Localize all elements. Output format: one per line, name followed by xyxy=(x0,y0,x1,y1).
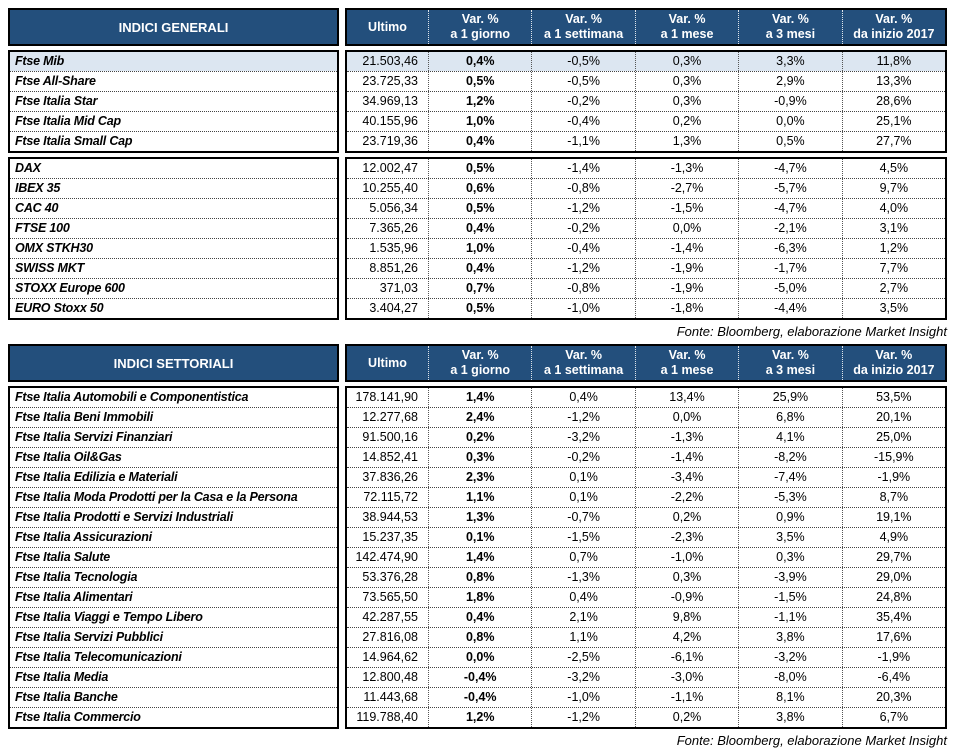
source-note: Fonte: Bloomberg, elaborazione Market Insight xyxy=(676,324,947,339)
table-row xyxy=(347,218,945,238)
index-name: Ftse Italia Banche xyxy=(10,687,337,707)
var-cell: -3,0% xyxy=(635,668,738,687)
ultimo-cell: 34.969,13 xyxy=(362,94,418,108)
table-row xyxy=(347,667,945,687)
table-row xyxy=(347,111,945,131)
table-row xyxy=(347,467,945,487)
index-name: Ftse Italia Prodotti e Servizi Industriali xyxy=(10,507,337,527)
index-name: Ftse Italia Moda Prodotti per la Casa e la Persona xyxy=(10,487,337,507)
indici-settoriali-section xyxy=(8,344,957,729)
var-cell: 8,7% xyxy=(842,488,945,507)
table-row xyxy=(347,407,945,427)
var-cell: 0,8% xyxy=(428,628,531,647)
var-label: Var. % xyxy=(461,12,499,26)
var-cell: 0,3% xyxy=(635,72,738,91)
index-name: EURO Stoxx 50 xyxy=(10,298,337,318)
row-group xyxy=(8,386,947,729)
var-cell: -4,7% xyxy=(738,159,841,178)
table-row xyxy=(347,687,945,707)
var-cell: 0,4% xyxy=(428,132,531,151)
var-cell: 9,8% xyxy=(635,608,738,627)
var-cell: -2,2% xyxy=(635,488,738,507)
index-name: OMX STKH30 xyxy=(10,238,337,258)
col-header-var-1 xyxy=(531,10,634,44)
var-cell: -1,5% xyxy=(531,528,634,547)
col-header-var-0 xyxy=(428,346,531,380)
var-period: a 3 mesi xyxy=(765,27,816,41)
ultimo-cell: 73.565,50 xyxy=(362,590,418,604)
index-name-column xyxy=(8,157,339,320)
var-cell: -1,5% xyxy=(738,588,841,607)
var-cell: 3,8% xyxy=(738,628,841,647)
var-cell: 28,6% xyxy=(842,92,945,111)
index-data-column xyxy=(345,50,947,153)
ultimo-cell: 12.277,68 xyxy=(362,410,418,424)
col-header-var-2 xyxy=(635,346,738,380)
var-cell: -0,7% xyxy=(531,508,634,527)
var-cell: -1,3% xyxy=(635,159,738,178)
col-header-var-3 xyxy=(738,10,841,44)
var-label: Var. % xyxy=(668,348,706,362)
ultimo-cell: 178.141,90 xyxy=(355,390,418,404)
var-cell: -3,2% xyxy=(531,668,634,687)
var-cell: 0,3% xyxy=(738,548,841,567)
ultimo-cell: 15.237,35 xyxy=(362,530,418,544)
var-cell: -1,2% xyxy=(531,408,634,427)
var-cell: -1,0% xyxy=(531,688,634,707)
var-cell: -2,1% xyxy=(738,219,841,238)
index-name: Ftse Italia Servizi Finanziari xyxy=(10,427,337,447)
var-cell: -0,8% xyxy=(531,179,634,198)
var-cell: 1,0% xyxy=(428,239,531,258)
var-cell: 2,4% xyxy=(428,408,531,427)
var-cell: 0,3% xyxy=(635,568,738,587)
ultimo-cell: 119.788,40 xyxy=(356,710,418,724)
col-header-var-0 xyxy=(428,10,531,44)
var-cell: 0,3% xyxy=(635,52,738,71)
var-cell: 24,8% xyxy=(842,588,945,607)
var-cell: 0,2% xyxy=(635,508,738,527)
var-cell: -6,4% xyxy=(842,668,945,687)
var-label: Var. % xyxy=(565,348,603,362)
col-header-var-1 xyxy=(531,346,634,380)
index-name: Ftse Italia Viaggi e Tempo Libero xyxy=(10,607,337,627)
var-cell: 0,2% xyxy=(635,112,738,131)
var-cell: -1,2% xyxy=(531,199,634,218)
ultimo-cell: 14.964,62 xyxy=(362,650,418,664)
column-headers xyxy=(345,344,947,382)
var-cell: 0,8% xyxy=(428,568,531,587)
ultimo-cell: 23.725,33 xyxy=(362,74,418,88)
var-cell: 0,0% xyxy=(635,219,738,238)
var-cell: -1,9% xyxy=(635,259,738,278)
var-cell: -7,4% xyxy=(738,468,841,487)
index-name: Ftse Italia Edilizia e Materiali xyxy=(10,467,337,487)
var-cell: 0,5% xyxy=(428,159,531,178)
var-cell: -6,3% xyxy=(738,239,841,258)
table-row xyxy=(347,587,945,607)
var-period: a 1 settimana xyxy=(544,27,624,41)
var-cell: -1,9% xyxy=(842,468,945,487)
var-cell: 0,4% xyxy=(428,219,531,238)
row-group xyxy=(8,50,947,153)
ultimo-cell: 7.365,26 xyxy=(369,221,418,235)
col-header-var-2 xyxy=(635,10,738,44)
var-cell: 4,9% xyxy=(842,528,945,547)
ultimo-cell: 53.376,28 xyxy=(362,570,418,584)
index-name: Ftse Italia Commercio xyxy=(10,707,337,727)
table-row xyxy=(347,71,945,91)
var-label: Var. % xyxy=(565,12,603,26)
var-cell: 0,5% xyxy=(428,199,531,218)
var-period: a 1 giorno xyxy=(450,363,511,377)
var-cell: -2,5% xyxy=(531,648,634,667)
var-cell: -5,0% xyxy=(738,279,841,298)
source-note: Fonte: Bloomberg, elaborazione Market Insight xyxy=(676,733,947,748)
var-cell: 0,4% xyxy=(428,259,531,278)
index-table xyxy=(8,344,947,729)
col-header-var-3 xyxy=(738,346,841,380)
ultimo-cell: 72.115,72 xyxy=(363,490,418,504)
table-row xyxy=(347,707,945,727)
var-cell: 11,8% xyxy=(842,52,945,71)
var-cell: 13,3% xyxy=(842,72,945,91)
table-header-row xyxy=(8,8,947,46)
table-row xyxy=(347,198,945,218)
ultimo-cell: 40.155,96 xyxy=(362,114,418,128)
index-name: Ftse Italia Alimentari xyxy=(10,587,337,607)
var-period: a 1 settimana xyxy=(544,363,624,377)
var-cell: -1,3% xyxy=(531,568,634,587)
table-row xyxy=(347,258,945,278)
table-row xyxy=(347,507,945,527)
ultimo-cell: 3.404,27 xyxy=(369,301,418,315)
var-label: Var. % xyxy=(668,12,706,26)
var-cell: 3,5% xyxy=(842,299,945,318)
var-cell: 4,2% xyxy=(635,628,738,647)
table-row xyxy=(347,487,945,507)
var-cell: -1,1% xyxy=(738,608,841,627)
ultimo-cell: 21.503,46 xyxy=(362,54,418,68)
var-cell: 1,3% xyxy=(635,132,738,151)
ultimo-cell: 1.535,96 xyxy=(369,241,418,255)
var-cell: 0,2% xyxy=(428,428,531,447)
table-row xyxy=(347,547,945,567)
var-cell: 2,1% xyxy=(531,608,634,627)
var-cell: -8,2% xyxy=(738,448,841,467)
var-cell: 2,7% xyxy=(842,279,945,298)
var-cell: 0,1% xyxy=(531,468,634,487)
ultimo-cell: 38.944,53 xyxy=(362,510,418,524)
var-cell: 0,1% xyxy=(428,528,531,547)
var-period: a 1 mese xyxy=(660,27,714,41)
table-row xyxy=(347,298,945,318)
var-cell: 8,1% xyxy=(738,688,841,707)
var-cell: 2,3% xyxy=(428,468,531,487)
var-cell: -0,2% xyxy=(531,219,634,238)
table-header-row xyxy=(8,344,947,382)
table-row xyxy=(347,278,945,298)
var-label: Var. % xyxy=(875,348,913,362)
var-cell: -0,4% xyxy=(531,112,634,131)
table-row xyxy=(347,647,945,667)
var-cell: -15,9% xyxy=(842,448,945,467)
var-cell: 25,0% xyxy=(842,428,945,447)
index-name: Ftse Italia Small Cap xyxy=(10,131,337,151)
var-cell: -3,9% xyxy=(738,568,841,587)
index-data-column xyxy=(345,157,947,320)
col-header-var-4 xyxy=(842,346,945,380)
var-cell: 27,7% xyxy=(842,132,945,151)
var-cell: 1,4% xyxy=(428,548,531,567)
index-name: Ftse Italia Media xyxy=(10,667,337,687)
var-cell: 25,9% xyxy=(738,388,841,407)
var-cell: -0,4% xyxy=(428,668,531,687)
var-cell: -4,7% xyxy=(738,199,841,218)
var-cell: -0,4% xyxy=(531,239,634,258)
var-cell: 9,7% xyxy=(842,179,945,198)
ultimo-cell: 12.800,48 xyxy=(362,670,418,684)
index-name-column xyxy=(8,50,339,153)
var-cell: 1,8% xyxy=(428,588,531,607)
var-cell: -0,8% xyxy=(531,279,634,298)
var-cell: -6,1% xyxy=(635,648,738,667)
index-name: Ftse Italia Salute xyxy=(10,547,337,567)
row-group xyxy=(8,157,947,320)
var-cell: -0,2% xyxy=(531,92,634,111)
var-cell: 17,6% xyxy=(842,628,945,647)
table-row xyxy=(347,567,945,587)
var-cell: -0,5% xyxy=(531,72,634,91)
var-cell: -1,4% xyxy=(531,159,634,178)
var-cell: -1,3% xyxy=(635,428,738,447)
var-cell: 0,4% xyxy=(531,588,634,607)
var-cell: 0,9% xyxy=(738,508,841,527)
var-cell: -1,0% xyxy=(635,548,738,567)
ultimo-cell: 371,03 xyxy=(379,281,418,295)
var-cell: 0,1% xyxy=(531,488,634,507)
var-cell: 0,5% xyxy=(738,132,841,151)
var-cell: -2,3% xyxy=(635,528,738,547)
var-cell: 29,0% xyxy=(842,568,945,587)
var-cell: -1,2% xyxy=(531,708,634,727)
ultimo-cell: 27.816,08 xyxy=(362,630,418,644)
ultimo-cell: 10.255,40 xyxy=(362,181,418,195)
var-cell: -1,1% xyxy=(635,688,738,707)
var-cell: 0,5% xyxy=(428,299,531,318)
table-row xyxy=(347,131,945,151)
var-cell: 3,5% xyxy=(738,528,841,547)
ultimo-cell: 37.836,26 xyxy=(362,470,418,484)
var-cell: 1,1% xyxy=(531,628,634,647)
var-cell: -1,1% xyxy=(531,132,634,151)
var-label: Var. % xyxy=(461,348,499,362)
ultimo-cell: 14.852,41 xyxy=(362,450,418,464)
var-cell: 0,5% xyxy=(428,72,531,91)
var-period: a 3 mesi xyxy=(765,363,816,377)
var-cell: -1,4% xyxy=(635,239,738,258)
index-name: SWISS MKT xyxy=(10,258,337,278)
var-cell: -3,2% xyxy=(738,648,841,667)
table-row xyxy=(347,607,945,627)
var-cell: 4,5% xyxy=(842,159,945,178)
index-name: Ftse Mib xyxy=(10,52,337,71)
var-cell: -8,0% xyxy=(738,668,841,687)
var-cell: -1,2% xyxy=(531,259,634,278)
var-cell: 4,0% xyxy=(842,199,945,218)
index-name: IBEX 35 xyxy=(10,178,337,198)
var-cell: -5,7% xyxy=(738,179,841,198)
var-cell: 3,1% xyxy=(842,219,945,238)
var-cell: -4,4% xyxy=(738,299,841,318)
index-name: Ftse Italia Mid Cap xyxy=(10,111,337,131)
var-cell: 25,1% xyxy=(842,112,945,131)
var-cell: -1,9% xyxy=(635,279,738,298)
table-row xyxy=(347,388,945,407)
var-cell: 0,7% xyxy=(428,279,531,298)
var-label: Var. % xyxy=(875,12,913,26)
var-label: Var. % xyxy=(772,348,809,362)
index-name: Ftse All-Share xyxy=(10,71,337,91)
index-name: Ftse Italia Tecnologia xyxy=(10,567,337,587)
var-cell: 1,1% xyxy=(428,488,531,507)
var-period: da inizio 2017 xyxy=(853,27,935,41)
var-cell: 20,1% xyxy=(842,408,945,427)
var-cell: 1,2% xyxy=(428,708,531,727)
var-cell: 0,4% xyxy=(428,52,531,71)
index-name: Ftse Italia Automobili e Componentistica xyxy=(15,390,249,404)
var-period: a 1 giorno xyxy=(450,27,511,41)
table-row xyxy=(347,527,945,547)
index-name: Ftse Italia Servizi Pubblici xyxy=(10,627,337,647)
var-cell: 13,4% xyxy=(635,388,738,407)
var-cell: 29,7% xyxy=(842,548,945,567)
var-cell: -0,9% xyxy=(738,92,841,111)
var-cell: 0,4% xyxy=(531,388,634,407)
var-cell: 3,8% xyxy=(738,708,841,727)
var-cell: 6,7% xyxy=(842,708,945,727)
var-cell: -1,4% xyxy=(635,448,738,467)
var-cell: 0,0% xyxy=(635,408,738,427)
index-name: Ftse Italia Beni Immobili xyxy=(10,407,337,427)
var-cell: -1,5% xyxy=(635,199,738,218)
table-row xyxy=(347,627,945,647)
var-cell: -3,2% xyxy=(531,428,634,447)
var-cell: 0,6% xyxy=(428,179,531,198)
index-name: Ftse Italia Assicurazioni xyxy=(10,527,337,547)
table-row xyxy=(347,91,945,111)
var-cell: 19,1% xyxy=(842,508,945,527)
index-name-column xyxy=(8,386,339,729)
ultimo-cell: 8.851,26 xyxy=(369,261,418,275)
var-cell: 1,2% xyxy=(842,239,945,258)
var-period: da inizio 2017 xyxy=(853,363,935,377)
col-header-var-4 xyxy=(842,10,945,44)
var-cell: -0,9% xyxy=(635,588,738,607)
column-headers xyxy=(345,8,947,46)
var-cell: 0,3% xyxy=(635,92,738,111)
table-row xyxy=(347,178,945,198)
ultimo-cell: 42.287,55 xyxy=(362,610,418,624)
col-header-ultimo: Ultimo xyxy=(368,19,407,34)
ultimo-cell: 23.719,36 xyxy=(362,134,418,148)
var-cell: -1,7% xyxy=(738,259,841,278)
var-cell: 0,2% xyxy=(635,708,738,727)
var-cell: 2,9% xyxy=(738,72,841,91)
var-cell: 0,4% xyxy=(428,608,531,627)
table-row xyxy=(347,159,945,178)
index-name: Ftse Italia Telecomunicazioni xyxy=(10,647,337,667)
index-name: CAC 40 xyxy=(10,198,337,218)
var-cell: 1,0% xyxy=(428,112,531,131)
var-cell: 4,1% xyxy=(738,428,841,447)
table-title: INDICI GENERALI xyxy=(8,8,339,46)
var-cell: 6,8% xyxy=(738,408,841,427)
table-row xyxy=(347,52,945,71)
var-cell: -2,7% xyxy=(635,179,738,198)
var-cell: 35,4% xyxy=(842,608,945,627)
table-row xyxy=(347,238,945,258)
index-name: DAX xyxy=(15,161,41,175)
ultimo-cell: 11.443,68 xyxy=(363,690,418,704)
ultimo-cell: 12.002,47 xyxy=(362,161,418,175)
var-period: a 1 mese xyxy=(660,363,714,377)
var-cell: 20,3% xyxy=(842,688,945,707)
col-header-ultimo: Ultimo xyxy=(368,355,407,370)
index-table xyxy=(8,8,947,320)
ultimo-cell: 5.056,34 xyxy=(369,201,418,215)
var-cell: 0,0% xyxy=(738,112,841,131)
table-row xyxy=(347,427,945,447)
var-cell: -5,3% xyxy=(738,488,841,507)
var-label: Var. % xyxy=(772,12,809,26)
table-row xyxy=(347,447,945,467)
var-cell: 1,4% xyxy=(428,388,531,407)
index-name: STOXX Europe 600 xyxy=(10,278,337,298)
var-cell: -1,8% xyxy=(635,299,738,318)
var-cell: 53,5% xyxy=(842,388,945,407)
var-cell: -3,4% xyxy=(635,468,738,487)
var-cell: -1,9% xyxy=(842,648,945,667)
var-cell: 0,3% xyxy=(428,448,531,467)
var-cell: 3,3% xyxy=(738,52,841,71)
index-name: Ftse Italia Oil&Gas xyxy=(10,447,337,467)
var-cell: 0,0% xyxy=(428,648,531,667)
var-cell: -0,5% xyxy=(531,52,634,71)
var-cell: -0,2% xyxy=(531,448,634,467)
var-cell: 1,2% xyxy=(428,92,531,111)
ultimo-cell: 91.500,16 xyxy=(362,430,418,444)
var-cell: 7,7% xyxy=(842,259,945,278)
var-cell: 1,3% xyxy=(428,508,531,527)
var-cell: 0,7% xyxy=(531,548,634,567)
index-name: Ftse Italia Star xyxy=(10,91,337,111)
table-title: INDICI SETTORIALI xyxy=(8,344,339,382)
ultimo-cell: 142.474,90 xyxy=(355,550,418,564)
var-cell: -0,4% xyxy=(428,688,531,707)
indici-generali-section xyxy=(8,8,957,320)
index-name: FTSE 100 xyxy=(10,218,337,238)
var-cell: -1,0% xyxy=(531,299,634,318)
index-data-column xyxy=(345,386,947,729)
